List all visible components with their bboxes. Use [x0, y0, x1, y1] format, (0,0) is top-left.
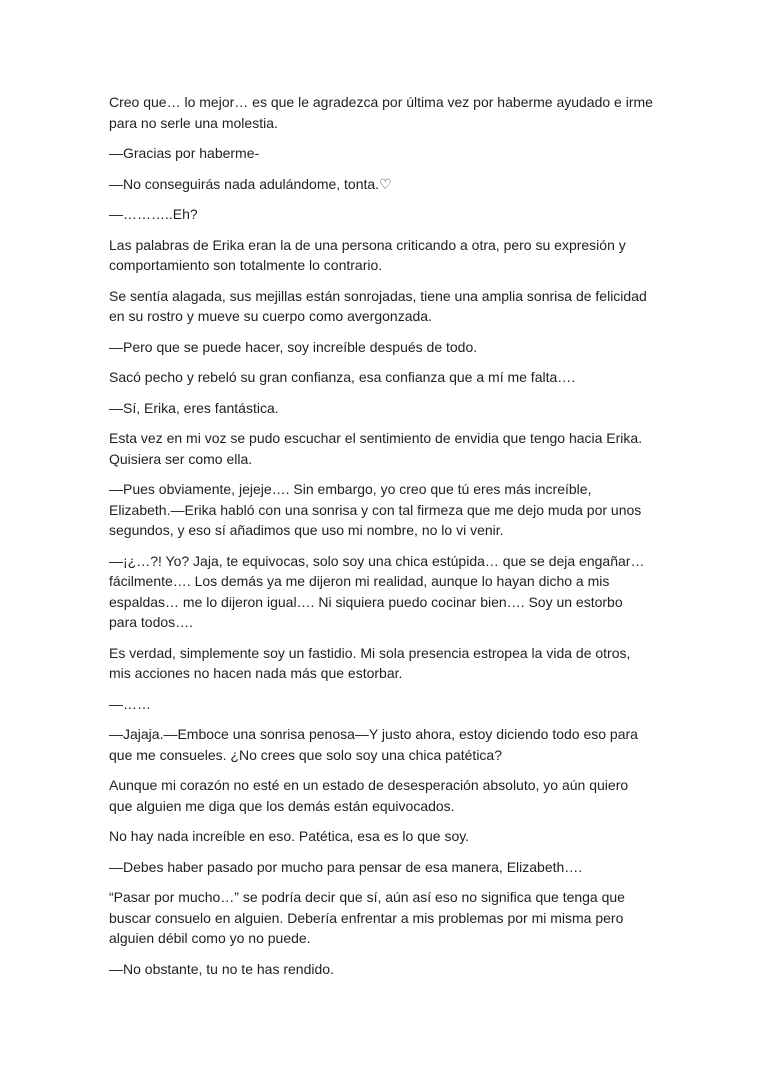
paragraph: —…… — [109, 695, 151, 712]
paragraph: Esta vez en mi voz se pudo escuchar el sentimiento de envidia que tengo hacia Erika. Quisiera ser como ella. — [109, 430, 643, 467]
paragraph: —Jajaja.—Emboce una sonrisa penosa—Y justo ahora, estoy diciendo todo eso para que me consueles. ¿No crees que solo soy una chica patética? — [109, 726, 638, 763]
paragraph: —¡¿…?! Yo? Jaja, te equivocas, solo soy una chica estúpida… que se deja engañar… fácilmente…. Los demás ya me dijeron mi realidad, aunque lo hayan dicho a mis espaldas… me lo dijeron igual…. Ni siquiera puedo cocinar bien…. Soy un estorbo para todos…. — [109, 552, 645, 630]
paragraph: Se sentía alagada, sus mejillas están sonrojadas, tiene una amplia sonrisa de felicidad en su rostro y mueve su cuerpo como avergonzada. — [109, 287, 647, 324]
paragraph: —Pues obviamente, jejeje…. Sin embargo, yo creo que tú eres más increíble, Elizabeth.—Erika habló con una sonrisa y con tal firmeza que me dejo muda por unos segundos, y eso sí añadimos que uso mi nombre, no lo vi venir. — [109, 481, 642, 538]
paragraph: Aunque mi corazón no esté en un estado de desesperación absoluto, yo aún quiero que alguien me diga que los demás están equivocados. — [109, 777, 629, 814]
paragraph: No hay nada increíble en eso. Patética, esa es lo que soy. — [109, 828, 470, 844]
paragraph: “Pasar por mucho…” se podría decir que sí, aún así eso no significa que tenga que buscar consuelo en alguien. Debería enfrentar a mis problemas por mi misma pero alguien débil como yo no puede. — [109, 889, 625, 946]
paragraph: —Debes haber pasado por mucho para pensar de esa manera, Elizabeth…. — [109, 858, 583, 875]
paragraph: —No conseguirás nada adulándome, tonta.♡ — [109, 175, 392, 192]
paragraph: —Pero que se puede hacer, soy increíble después de todo. — [109, 338, 478, 355]
paragraph: Sacó pecho y rebeló su gran confianza, esa confianza que a mí me falta…. — [109, 369, 576, 385]
paragraph: —No obstante, tu no te has rendido. — [109, 960, 334, 977]
paragraph: Es verdad, simplemente soy un fastidio. Mi sola presencia estropea la vida de otros, mis acciones no hacen nada más que estorbar. — [109, 644, 631, 681]
paragraph: —Gracias por haberme- — [109, 145, 260, 161]
paragraph: Las palabras de Erika eran la de una persona criticando a otra, pero su expresión y comportamiento son totalmente lo contrario. — [109, 236, 626, 273]
paragraph: —Sí, Erika, eres fantástica. — [109, 399, 279, 416]
paragraph: —………..Eh? — [109, 206, 198, 222]
paragraph: Creo que… lo mejor… es que le agradezca por última vez por haberme ayudado e irme para no serle una molestia. — [109, 94, 653, 131]
document-body — [109, 92, 654, 989]
